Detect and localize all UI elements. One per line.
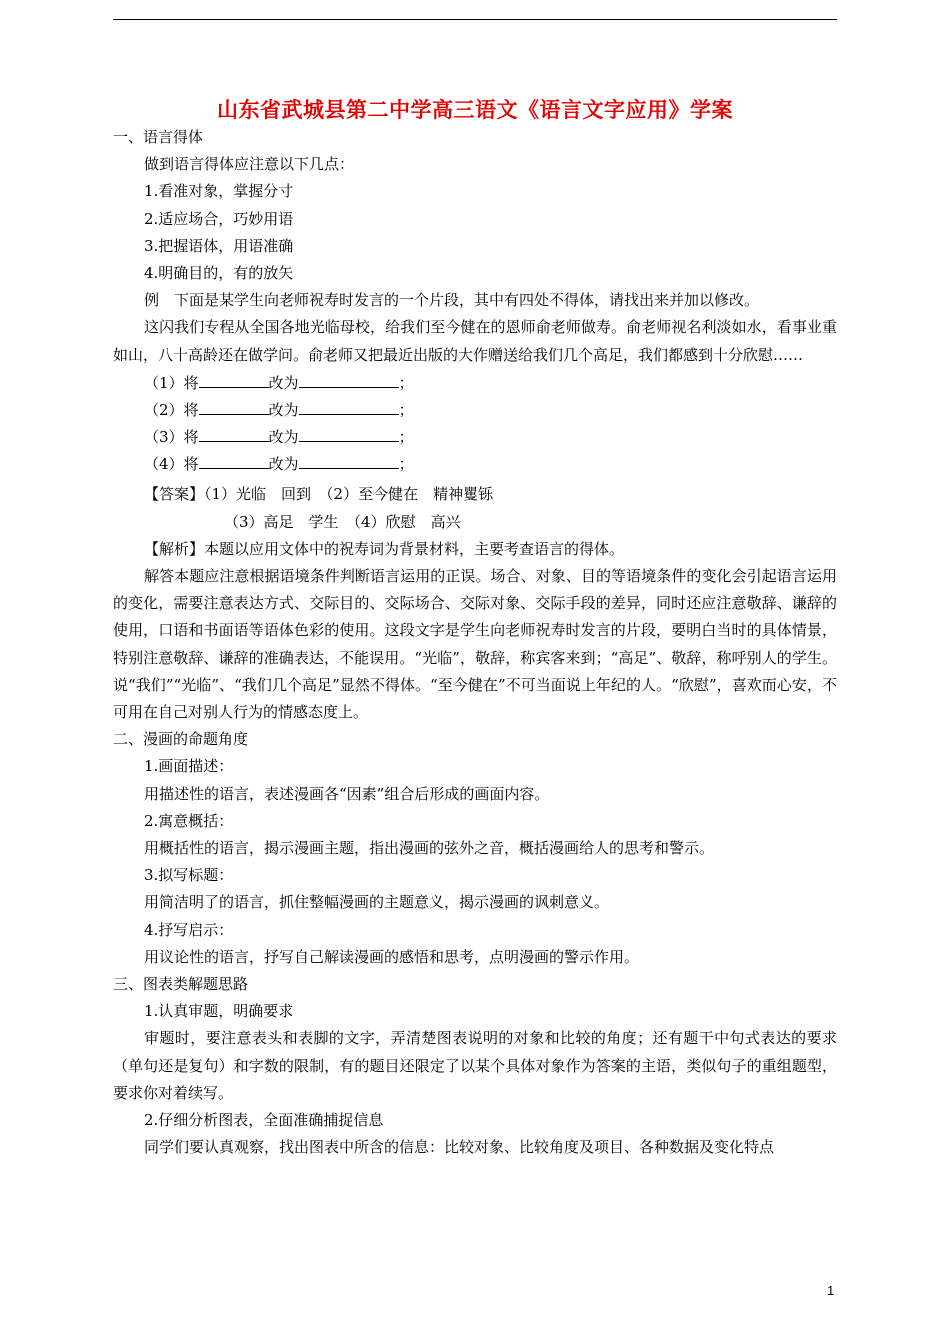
document-title: 山东省武城县第二中学高三语文《语言文字应用》学案 [217,97,733,122]
fill-item-2 [113,396,837,423]
section-heading-2: 二、漫画的命题角度 [113,730,249,749]
header-rule [113,19,837,20]
answer-line-1: 【答案】（1）光临 回到 （2）至今健在 精神矍铄 [144,485,494,504]
comic-angle-text-4: 用议论性的语言，抒写自己解读漫画的感悟和思考，点明漫画的警示作用。 [144,947,640,966]
comic-angle-label-1: 1.画面描述： [144,757,234,776]
fill-item-connector: 改为 [268,400,299,419]
chart-step-text-2: 同学们要认真观察，找出图表中所含的信息：比较对象、比较角度及项目、各种数据及变化特点 [144,1138,775,1157]
fill-item-3 [113,423,837,450]
fill-item-connector: 改为 [268,455,299,474]
fill-item-end: ； [398,400,414,419]
comic-angle-text-2: 用概括性的语言，揭示漫画主题，指出漫画的弦外之音，概括漫画给人的思考和警示。 [144,839,715,857]
analysis-explanation: 解答本题应注意根据语境条件判断语言运用的正误。场合、对象、目的等语境条件的变化会引起语言运用的变化，需要注意表达方式、交际目的、交际场合、交际对象、交际手段的差异，同时还应注意敬辞、谦辞的使用，口语和书面语等语体色彩的使用。这段文字是学生向老师祝寿时发言的片段，要明白当时的具体情景，特别注意敬辞、谦辞的准确表达，不能误用。“光临”，敬辞，称宾客来到；“高足”、敬辞，称呼别人的学生。说“我们”“光临”、“我们几个高足”显然不得体。“至今健在”不可当面说上年纪的人。“欣慰”，喜欢而心安，不可用在自己对别人行为的情感态度上。 [113,567,837,722]
section-heading-1: 一、语言得体 [113,128,204,146]
fill-item-4 [113,450,837,477]
point-4: 4.明确目的，有的放矢 [144,263,294,282]
answer-blank[interactable] [299,396,399,415]
point-3: 3.把握语体，用语准确 [144,236,294,255]
chart-step-text-1: 审题时，要注意表头和表脚的文字，弄清楚图表说明的对象和比较的角度；还有题干中句式表达的要求（单句还是复句）和字数的限制，有的题目还限定了以某个具体对象作为答案的主语，类似句子的重组题型，要求你对着续写。 [113,1029,837,1102]
section-heading-3: 三、图表类解题思路 [113,974,249,993]
comic-angle-label-2: 2.寓意概括： [144,811,234,830]
fill-item-1 [113,369,837,396]
fill-item-end: ； [398,373,414,392]
fill-item-end: ； [398,455,414,474]
comic-angle-text-3: 用简洁明了的语言，抓住整幅漫画的主题意义，揭示漫画的讽刺意义。 [144,893,610,912]
fill-item-connector: 改为 [268,428,299,447]
fill-item-number: （2）将 [144,400,199,419]
analysis-label: 【解析】本题以应用文体中的祝寿词为背景材料，主要考查语言的得体。 [144,539,625,558]
comic-angle-label-4: 4.抒写启示： [144,920,234,939]
point-1: 1.看准对象，掌握分寸 [144,182,294,201]
section1-intro: 做到语言得体应注意以下几点： [144,155,355,174]
comic-angle-text-1: 用描述性的语言，表述漫画各“因素”组合后形成的画面内容。 [144,784,550,803]
answer-blank[interactable] [299,450,399,469]
answer-blank[interactable] [199,450,269,469]
document-body [113,124,837,1161]
answer-blank[interactable] [199,369,269,388]
chart-step-label-2: 2.仔细分析图表，全面准确捕捉信息 [144,1110,384,1129]
answer-line-2: （3）高足 学生 （4）欣慰 高兴 [224,512,461,531]
fill-item-number: （1）将 [144,373,199,392]
fill-item-number: （4）将 [144,455,199,474]
answer-blank[interactable] [199,423,269,442]
comic-angle-label-3: 3.拟写标题： [144,866,234,885]
example-passage: 这闪我们专程从全国各地光临母校，给我们至今健在的恩师俞老师做寿。俞老师视名利淡如水，看事业重如山，八十高龄还在做学问。俞老师又把最近出版的大作赠送给我们几个高足，我们都感到十分欣慰…… [113,318,837,364]
fill-item-number: （3）将 [144,428,199,447]
answer-blank[interactable] [199,396,269,415]
fill-item-connector: 改为 [268,373,299,392]
point-2: 2.适应场合，巧妙用语 [144,209,294,228]
chart-step-label-1: 1.认真审题，明确要求 [144,1002,294,1021]
fill-item-end: ； [398,428,414,447]
answer-blank[interactable] [299,369,399,388]
answer-blank[interactable] [299,423,399,442]
example-question: 例 下面是某学生向老师祝寿时发言的一个片段，其中有四处不得体，请找出来并加以修改。 [144,291,760,310]
page-number: 1 [827,1283,835,1298]
